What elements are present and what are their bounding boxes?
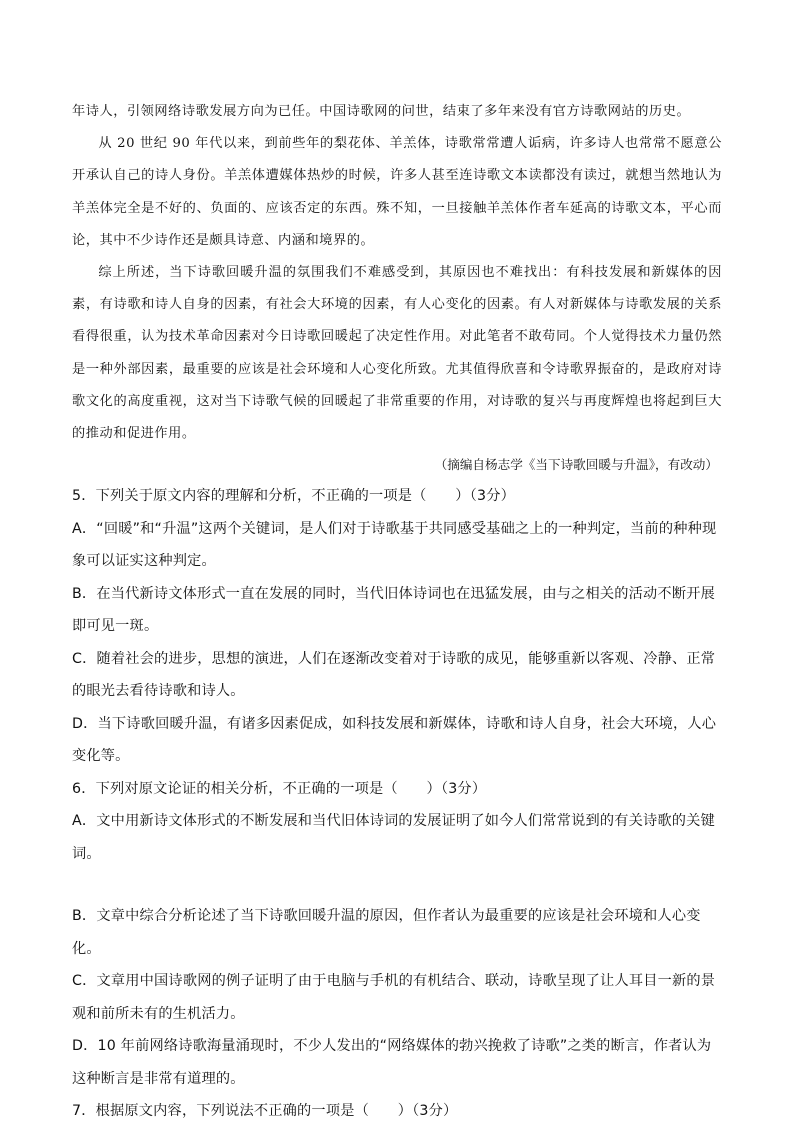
- question-7-stem: 7．根据原文内容，下列说法不正确的一项是（ ）（3分）: [72, 1103, 458, 1120]
- question-5-option-d: D．当下诗歌回暖升温，有诸多因素促成，如科技发展和新媒体，诗歌和诗人自身，社会大环境，人心变化等。: [72, 715, 717, 765]
- question-5-option-a: A．“回暖”和“升温”这两个关键词，是人们对于诗歌基于共同感受基础之上的一种判定，当前的种种现象可以证实这种判定。: [72, 520, 717, 570]
- question-6-option-a: A．文中用新诗文体形式的不断发展和当代旧体诗词的发展证明了如今人们常常说到的有关诗歌的关键词。: [72, 813, 715, 862]
- passage-paragraph-1-tail: 年诗人，引领网络诗歌发展方向为已任。中国诗歌网的问世，结束了多年来没有官方诗歌网站的历史。: [72, 104, 691, 119]
- question-6-stem: 6．下列对原文论证的相关分析，不正确的一项是（ ）（3分）: [72, 780, 487, 797]
- question-6-option-d: D．10 年前网络诗歌海量涌现时，不少人发出的“网络媒体的勃兴挽救了诗歌”之类的断言，作者认为这种断言是非常有道理的。: [72, 1038, 712, 1087]
- paragraph-gap: [72, 870, 722, 900]
- question-5-option-b: B．在当代新诗文体形式一直在发展的同时，当代旧体诗词也在迅猛发展，由与之相关的活动不断开展即可见一斑。: [72, 585, 715, 635]
- document-page: [72, 96, 722, 1128]
- question-list: [72, 480, 722, 1128]
- passage-paragraph-3: 综上所述，当下诗歌回暖升温的氛围我们不难感受到，其原因也不难找出：有科技发展和新媒体的因素，有诗歌和诗人自身的因素，有社会大环境的因素，有人心变化的因素。有人对新媒体与诗歌发展的关系看得很重，认为技术革命因素对今日诗歌回暖起了决定性作用。对此笔者不敢苟同。个人觉得技术力量仍然是一种外部因素，最重要的应该是社会环境和人心变化所致。尤其值得欣喜和令诗歌界振奋的，是政府对诗歌文化的高度重视，这对当下诗歌气候的回暖起了非常重要的作用，对诗歌的复兴与再度辉煌也将起到巨大的推动和促进作用。: [72, 265, 722, 442]
- question-5-option-c: C．随着社会的进步，思想的演进，人们在逐渐改变着对于诗歌的成见，能够重新以客观、冷静、正常的眼光去看待诗歌和诗人。: [72, 650, 716, 700]
- reading-passage: [72, 96, 722, 450]
- passage-source-citation: （摘编自杨志学《当下诗歌回暖与升温》，有改动）: [434, 457, 718, 473]
- question-6-option-b: B．文章中综合分析论述了当下诗歌回暖升温的原因，但作者认为最重要的应该是社会环境和人心变化。: [72, 908, 701, 957]
- passage-paragraph-2: 从 20 世纪 90 年代以来，到前些年的梨花体、羊羔体，诗歌常常遭人诟病，许多诗人也常常不愿意公开承认自己的诗人身份。羊羔体遭媒体热炒的时候，许多人甚至连诗歌文本读都没有读过，就想当然地认为羊羔体完全是不好的、负面的、应该否定的东西。殊不知，一旦接触羊羔体作者车延高的诗歌文本，平心而论，其中不少诗作还是颇具诗意、内涵和境界的。: [72, 136, 722, 248]
- question-6-option-c: C．文章用中国诗歌网的例子证明了由于电脑与手机的有机结合、联动，诗歌呈现了让人耳目一新的景观和前所未有的生机活力。: [72, 973, 716, 1022]
- question-5-stem: 5．下列关于原文内容的理解和分析，不正确的一项是（ ）（3分）: [72, 488, 515, 505]
